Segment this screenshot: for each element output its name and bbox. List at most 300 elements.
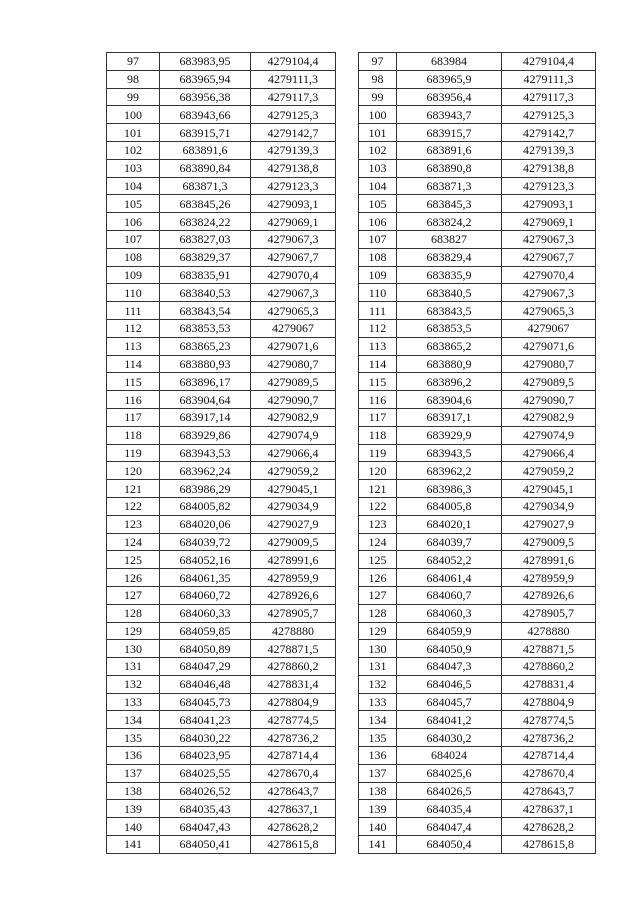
y-coordinate-cell: 4278736,2	[251, 729, 336, 747]
y-coordinate-cell: 4279067	[251, 319, 336, 337]
x-coordinate-cell: 683845,3	[397, 195, 502, 213]
y-coordinate-cell: 4279138,8	[502, 159, 596, 177]
table-row	[359, 462, 596, 480]
table-row	[107, 70, 336, 88]
x-coordinate-cell: 683917,14	[160, 408, 251, 426]
table-row	[359, 764, 596, 782]
x-coordinate-cell: 683956,4	[397, 88, 502, 106]
point-number-cell: 100	[107, 106, 160, 124]
y-coordinate-cell: 4278880	[502, 622, 596, 640]
table-row	[359, 818, 596, 836]
x-coordinate-cell: 683896,2	[397, 373, 502, 391]
y-coordinate-cell: 4278959,9	[251, 569, 336, 587]
table-body	[359, 53, 596, 854]
y-coordinate-cell: 4279027,9	[251, 515, 336, 533]
point-number-cell: 129	[359, 622, 397, 640]
point-number-cell: 140	[107, 818, 160, 836]
table-row	[359, 497, 596, 515]
y-coordinate-cell: 4278991,6	[502, 551, 596, 569]
x-coordinate-cell: 683843,5	[397, 302, 502, 320]
table-row	[107, 533, 336, 551]
point-number-cell: 116	[107, 391, 160, 409]
y-coordinate-cell: 4278714,4	[502, 747, 596, 765]
x-coordinate-cell: 684047,4	[397, 818, 502, 836]
point-number-cell: 111	[107, 302, 160, 320]
table-row	[359, 533, 596, 551]
x-coordinate-cell: 683915,7	[397, 124, 502, 142]
point-number-cell: 138	[107, 782, 160, 800]
table-row	[359, 408, 596, 426]
y-coordinate-cell: 4279027,9	[502, 515, 596, 533]
y-coordinate-cell: 4278831,4	[251, 675, 336, 693]
point-number-cell: 139	[107, 800, 160, 818]
table-row	[107, 586, 336, 604]
table-row	[107, 497, 336, 515]
table-body	[107, 53, 336, 854]
point-number-cell: 99	[359, 88, 397, 106]
x-coordinate-cell: 683929,9	[397, 426, 502, 444]
table-row	[359, 106, 596, 124]
x-coordinate-cell: 683827	[397, 230, 502, 248]
x-coordinate-cell: 683943,66	[160, 106, 251, 124]
table-row	[359, 747, 596, 765]
table-row	[107, 693, 336, 711]
y-coordinate-cell: 4279093,1	[251, 195, 336, 213]
y-coordinate-cell: 4278959,9	[502, 569, 596, 587]
x-coordinate-cell: 683871,3	[397, 177, 502, 195]
y-coordinate-cell: 4279066,4	[502, 444, 596, 462]
y-coordinate-cell: 4279067,3	[251, 230, 336, 248]
x-coordinate-cell: 683965,9	[397, 70, 502, 88]
point-number-cell: 134	[359, 711, 397, 729]
point-number-cell: 100	[359, 106, 397, 124]
x-coordinate-cell: 684023,95	[160, 747, 251, 765]
table-row	[107, 658, 336, 676]
point-number-cell: 107	[107, 230, 160, 248]
x-coordinate-cell: 683943,5	[397, 444, 502, 462]
y-coordinate-cell: 4278774,5	[502, 711, 596, 729]
table-row	[107, 640, 336, 658]
x-coordinate-cell: 684039,72	[160, 533, 251, 551]
x-coordinate-cell: 684047,43	[160, 818, 251, 836]
point-number-cell: 126	[107, 569, 160, 587]
point-number-cell: 108	[359, 248, 397, 266]
point-number-cell: 131	[107, 658, 160, 676]
table-row	[359, 177, 596, 195]
y-coordinate-cell: 4279117,3	[251, 88, 336, 106]
y-coordinate-cell: 4278831,4	[502, 675, 596, 693]
y-coordinate-cell: 4278871,5	[502, 640, 596, 658]
x-coordinate-cell: 684035,43	[160, 800, 251, 818]
point-number-cell: 130	[107, 640, 160, 658]
x-coordinate-cell: 684024	[397, 747, 502, 765]
point-number-cell: 124	[359, 533, 397, 551]
y-coordinate-cell: 4279090,7	[502, 391, 596, 409]
point-number-cell: 105	[107, 195, 160, 213]
x-coordinate-cell: 684041,23	[160, 711, 251, 729]
x-coordinate-cell: 684025,55	[160, 764, 251, 782]
point-number-cell: 126	[359, 569, 397, 587]
x-coordinate-cell: 684030,2	[397, 729, 502, 747]
table-row	[107, 159, 336, 177]
x-coordinate-cell: 683929,86	[160, 426, 251, 444]
table-row	[359, 640, 596, 658]
x-coordinate-cell: 683840,53	[160, 284, 251, 302]
table-row	[107, 408, 336, 426]
point-number-cell: 141	[107, 836, 160, 854]
table-row	[359, 355, 596, 373]
point-number-cell: 117	[107, 408, 160, 426]
point-number-cell: 122	[359, 497, 397, 515]
y-coordinate-cell: 4279123,3	[502, 177, 596, 195]
y-coordinate-cell: 4279142,7	[251, 124, 336, 142]
x-coordinate-cell: 684050,89	[160, 640, 251, 658]
point-number-cell: 113	[359, 337, 397, 355]
table-row	[359, 53, 596, 71]
x-coordinate-cell: 684020,06	[160, 515, 251, 533]
point-number-cell: 102	[107, 141, 160, 159]
table-row	[107, 569, 336, 587]
y-coordinate-cell: 4279009,5	[502, 533, 596, 551]
x-coordinate-cell: 684035,4	[397, 800, 502, 818]
x-coordinate-cell: 684052,2	[397, 551, 502, 569]
y-coordinate-cell: 4279123,3	[251, 177, 336, 195]
y-coordinate-cell: 4279065,3	[251, 302, 336, 320]
y-coordinate-cell: 4279070,4	[251, 266, 336, 284]
point-number-cell: 133	[107, 693, 160, 711]
y-coordinate-cell: 4279111,3	[502, 70, 596, 88]
point-number-cell: 97	[359, 53, 397, 71]
point-number-cell: 141	[359, 836, 397, 854]
table-row	[107, 622, 336, 640]
table-row	[359, 159, 596, 177]
y-coordinate-cell: 4279138,8	[251, 159, 336, 177]
point-number-cell: 103	[107, 159, 160, 177]
point-number-cell: 109	[107, 266, 160, 284]
x-coordinate-cell: 684047,29	[160, 658, 251, 676]
x-coordinate-cell: 683956,38	[160, 88, 251, 106]
y-coordinate-cell: 4279093,1	[502, 195, 596, 213]
x-coordinate-cell: 683986,3	[397, 480, 502, 498]
y-coordinate-cell: 4278905,7	[251, 604, 336, 622]
x-coordinate-cell: 683943,7	[397, 106, 502, 124]
x-coordinate-cell: 683890,8	[397, 159, 502, 177]
y-coordinate-cell: 4278637,1	[502, 800, 596, 818]
table-row	[359, 391, 596, 409]
x-coordinate-cell: 683835,91	[160, 266, 251, 284]
x-coordinate-cell: 683915,71	[160, 124, 251, 142]
table-row	[107, 675, 336, 693]
x-coordinate-cell: 684046,48	[160, 675, 251, 693]
x-coordinate-cell: 684026,5	[397, 782, 502, 800]
x-coordinate-cell: 683824,2	[397, 213, 502, 231]
point-number-cell: 107	[359, 230, 397, 248]
x-coordinate-cell: 684046,5	[397, 675, 502, 693]
table-row	[107, 106, 336, 124]
point-number-cell: 125	[107, 551, 160, 569]
table-row	[359, 551, 596, 569]
point-number-cell: 101	[359, 124, 397, 142]
y-coordinate-cell: 4279089,5	[502, 373, 596, 391]
y-coordinate-cell: 4279070,4	[502, 266, 596, 284]
x-coordinate-cell: 683827,03	[160, 230, 251, 248]
y-coordinate-cell: 4278615,8	[502, 836, 596, 854]
y-coordinate-cell: 4279104,4	[502, 53, 596, 71]
x-coordinate-cell: 684039,7	[397, 533, 502, 551]
y-coordinate-cell: 4278628,2	[502, 818, 596, 836]
y-coordinate-cell: 4279009,5	[251, 533, 336, 551]
table-row	[359, 569, 596, 587]
point-number-cell: 136	[107, 747, 160, 765]
x-coordinate-cell: 683890,84	[160, 159, 251, 177]
y-coordinate-cell: 4279067,3	[502, 230, 596, 248]
table-row	[359, 782, 596, 800]
y-coordinate-cell: 4278670,4	[251, 764, 336, 782]
y-coordinate-cell: 4278804,9	[251, 693, 336, 711]
x-coordinate-cell: 683880,9	[397, 355, 502, 373]
table-row	[107, 711, 336, 729]
table-row	[107, 355, 336, 373]
table-row	[107, 53, 336, 71]
x-coordinate-cell: 684041,2	[397, 711, 502, 729]
x-coordinate-cell: 684050,4	[397, 836, 502, 854]
table-row	[107, 248, 336, 266]
table-row	[359, 729, 596, 747]
y-coordinate-cell: 4279082,9	[502, 408, 596, 426]
point-number-cell: 103	[359, 159, 397, 177]
point-number-cell: 137	[107, 764, 160, 782]
x-coordinate-cell: 684061,35	[160, 569, 251, 587]
x-coordinate-cell: 684050,41	[160, 836, 251, 854]
table-row	[359, 675, 596, 693]
point-number-cell: 137	[359, 764, 397, 782]
point-number-cell: 109	[359, 266, 397, 284]
table-row	[107, 124, 336, 142]
x-coordinate-cell: 683917,1	[397, 408, 502, 426]
point-number-cell: 130	[359, 640, 397, 658]
y-coordinate-cell: 4279034,9	[251, 497, 336, 515]
point-number-cell: 128	[359, 604, 397, 622]
y-coordinate-cell: 4278926,6	[251, 586, 336, 604]
point-number-cell: 123	[359, 515, 397, 533]
table-row	[107, 88, 336, 106]
y-coordinate-cell: 4279080,7	[251, 355, 336, 373]
coordinates-table-left	[106, 52, 336, 854]
point-number-cell: 105	[359, 195, 397, 213]
point-number-cell: 119	[359, 444, 397, 462]
point-number-cell: 127	[107, 586, 160, 604]
y-coordinate-cell: 4278774,5	[251, 711, 336, 729]
point-number-cell: 118	[107, 426, 160, 444]
x-coordinate-cell: 684050,9	[397, 640, 502, 658]
table-row	[359, 141, 596, 159]
table-row	[359, 284, 596, 302]
table-row	[107, 177, 336, 195]
table-row	[359, 586, 596, 604]
point-number-cell: 112	[107, 319, 160, 337]
x-coordinate-cell: 684059,85	[160, 622, 251, 640]
x-coordinate-cell: 683865,2	[397, 337, 502, 355]
point-number-cell: 121	[107, 480, 160, 498]
y-coordinate-cell: 4279071,6	[502, 337, 596, 355]
table-row	[107, 551, 336, 569]
x-coordinate-cell: 683853,53	[160, 319, 251, 337]
x-coordinate-cell: 683824,22	[160, 213, 251, 231]
coordinates-table-right	[358, 52, 596, 854]
table-row	[359, 444, 596, 462]
x-coordinate-cell: 683840,5	[397, 284, 502, 302]
x-coordinate-cell: 684020,1	[397, 515, 502, 533]
y-coordinate-cell: 4278860,2	[251, 658, 336, 676]
point-number-cell: 113	[107, 337, 160, 355]
y-coordinate-cell: 4279104,4	[251, 53, 336, 71]
table-row	[359, 88, 596, 106]
x-coordinate-cell: 683871,3	[160, 177, 251, 195]
y-coordinate-cell: 4278637,1	[251, 800, 336, 818]
x-coordinate-cell: 683880,93	[160, 355, 251, 373]
x-coordinate-cell: 683986,29	[160, 480, 251, 498]
point-number-cell: 138	[359, 782, 397, 800]
point-number-cell: 98	[359, 70, 397, 88]
y-coordinate-cell: 4278880	[251, 622, 336, 640]
x-coordinate-cell: 683896,17	[160, 373, 251, 391]
x-coordinate-cell: 684030,22	[160, 729, 251, 747]
table-row	[359, 426, 596, 444]
x-coordinate-cell: 684045,7	[397, 693, 502, 711]
table-row	[107, 284, 336, 302]
x-coordinate-cell: 684005,8	[397, 497, 502, 515]
point-number-cell: 135	[107, 729, 160, 747]
point-number-cell: 120	[359, 462, 397, 480]
point-number-cell: 139	[359, 800, 397, 818]
table-row	[359, 711, 596, 729]
x-coordinate-cell: 683843,54	[160, 302, 251, 320]
table-row	[359, 373, 596, 391]
point-number-cell: 122	[107, 497, 160, 515]
y-coordinate-cell: 4279066,4	[251, 444, 336, 462]
y-coordinate-cell: 4279125,3	[502, 106, 596, 124]
y-coordinate-cell: 4278860,2	[502, 658, 596, 676]
table-row	[107, 729, 336, 747]
table-row	[359, 266, 596, 284]
point-number-cell: 129	[107, 622, 160, 640]
y-coordinate-cell: 4279034,9	[502, 497, 596, 515]
x-coordinate-cell: 684045,73	[160, 693, 251, 711]
point-number-cell: 136	[359, 747, 397, 765]
point-number-cell: 132	[107, 675, 160, 693]
point-number-cell: 106	[107, 213, 160, 231]
table-row	[359, 693, 596, 711]
y-coordinate-cell: 4278643,7	[251, 782, 336, 800]
table-row	[359, 319, 596, 337]
x-coordinate-cell: 683984	[397, 53, 502, 71]
table-row	[107, 604, 336, 622]
point-number-cell: 133	[359, 693, 397, 711]
table-row	[359, 70, 596, 88]
y-coordinate-cell: 4278991,6	[251, 551, 336, 569]
table-row	[107, 373, 336, 391]
x-coordinate-cell: 684052,16	[160, 551, 251, 569]
x-coordinate-cell: 684061,4	[397, 569, 502, 587]
y-coordinate-cell: 4279069,1	[251, 213, 336, 231]
point-number-cell: 118	[359, 426, 397, 444]
y-coordinate-cell: 4279045,1	[251, 480, 336, 498]
y-coordinate-cell: 4278643,7	[502, 782, 596, 800]
point-number-cell: 119	[107, 444, 160, 462]
y-coordinate-cell: 4279067,7	[251, 248, 336, 266]
point-number-cell: 98	[107, 70, 160, 88]
point-number-cell: 97	[107, 53, 160, 71]
x-coordinate-cell: 683891,6	[397, 141, 502, 159]
point-number-cell: 101	[107, 124, 160, 142]
point-number-cell: 120	[107, 462, 160, 480]
table-row	[359, 800, 596, 818]
x-coordinate-cell: 684060,33	[160, 604, 251, 622]
table-row	[107, 337, 336, 355]
y-coordinate-cell: 4278628,2	[251, 818, 336, 836]
point-number-cell: 135	[359, 729, 397, 747]
x-coordinate-cell: 684005,82	[160, 497, 251, 515]
y-coordinate-cell: 4278871,5	[251, 640, 336, 658]
y-coordinate-cell: 4279074,9	[251, 426, 336, 444]
y-coordinate-cell: 4279074,9	[502, 426, 596, 444]
point-number-cell: 102	[359, 141, 397, 159]
y-coordinate-cell: 4279125,3	[251, 106, 336, 124]
x-coordinate-cell: 683904,6	[397, 391, 502, 409]
table-row	[107, 800, 336, 818]
x-coordinate-cell: 683845,26	[160, 195, 251, 213]
point-number-cell: 110	[107, 284, 160, 302]
y-coordinate-cell: 4278736,2	[502, 729, 596, 747]
point-number-cell: 132	[359, 675, 397, 693]
y-coordinate-cell: 4279071,6	[251, 337, 336, 355]
x-coordinate-cell: 684059,9	[397, 622, 502, 640]
point-number-cell: 134	[107, 711, 160, 729]
point-number-cell: 104	[107, 177, 160, 195]
table-row	[107, 213, 336, 231]
table-row	[359, 622, 596, 640]
point-number-cell: 108	[107, 248, 160, 266]
y-coordinate-cell: 4279082,9	[251, 408, 336, 426]
table-row	[107, 515, 336, 533]
table-row	[107, 782, 336, 800]
table-row	[359, 480, 596, 498]
y-coordinate-cell: 4278714,4	[251, 747, 336, 765]
point-number-cell: 127	[359, 586, 397, 604]
point-number-cell: 106	[359, 213, 397, 231]
point-number-cell: 116	[359, 391, 397, 409]
x-coordinate-cell: 683943,53	[160, 444, 251, 462]
x-coordinate-cell: 683829,37	[160, 248, 251, 266]
point-number-cell: 121	[359, 480, 397, 498]
table-row	[107, 818, 336, 836]
x-coordinate-cell: 683965,94	[160, 70, 251, 88]
y-coordinate-cell: 4279067,7	[502, 248, 596, 266]
table-row	[107, 266, 336, 284]
y-coordinate-cell: 4278905,7	[502, 604, 596, 622]
y-coordinate-cell: 4279067	[502, 319, 596, 337]
x-coordinate-cell: 683853,5	[397, 319, 502, 337]
y-coordinate-cell: 4279117,3	[502, 88, 596, 106]
x-coordinate-cell: 683829,4	[397, 248, 502, 266]
table-row	[359, 836, 596, 854]
y-coordinate-cell: 4279142,7	[502, 124, 596, 142]
point-number-cell: 99	[107, 88, 160, 106]
x-coordinate-cell: 683891,6	[160, 141, 251, 159]
x-coordinate-cell: 684060,7	[397, 586, 502, 604]
y-coordinate-cell: 4279045,1	[502, 480, 596, 498]
point-number-cell: 128	[107, 604, 160, 622]
